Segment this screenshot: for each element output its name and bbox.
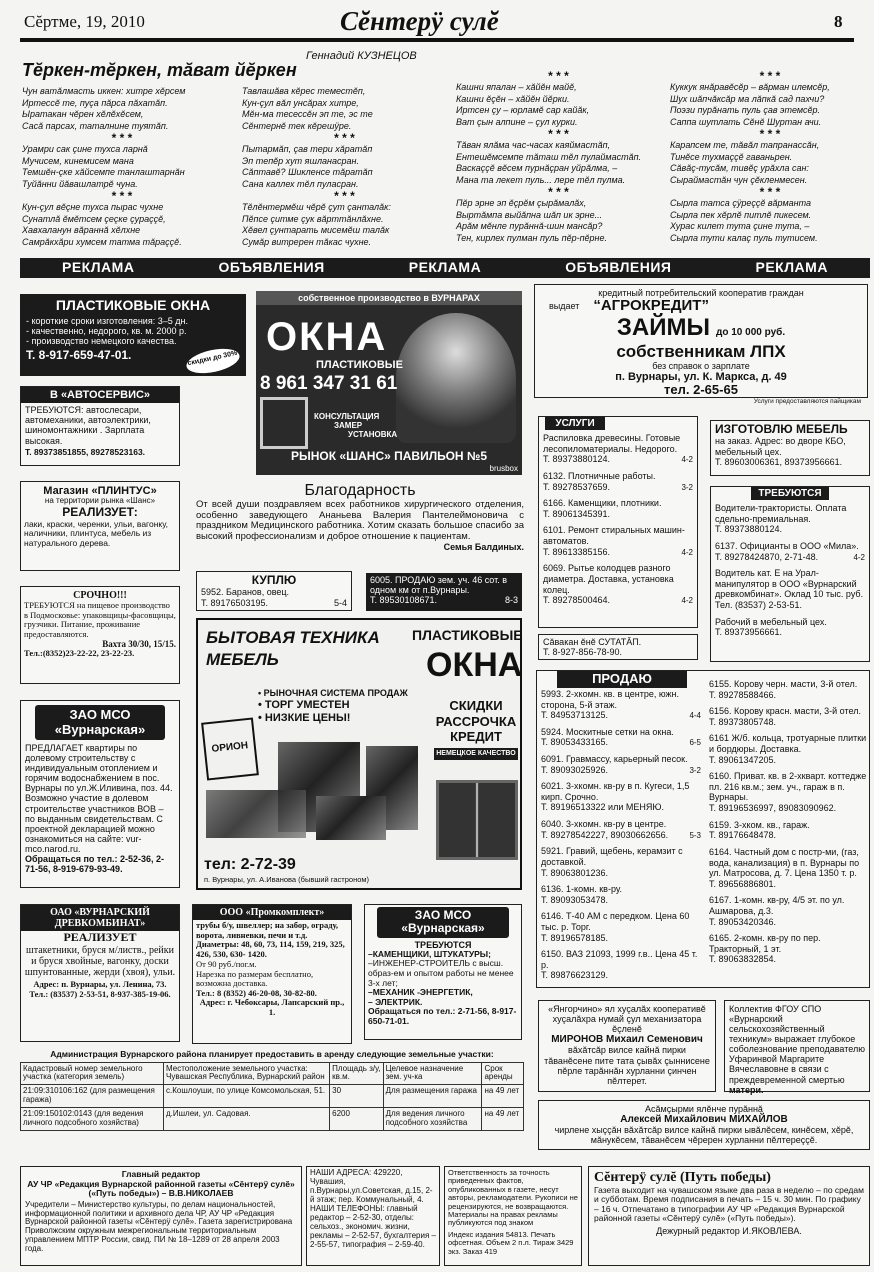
ad-line: выдает [549,301,580,312]
thanks-note [196,482,524,566]
ad-autoservice [20,386,180,466]
ad-text: Нарезка по размерам бесплатно, возможна доставка. [196,968,314,989]
item-text: 6161 Ж/б. кольца, тротуарные плитки и бордюры. Доставка. [709,733,867,755]
ad-phone: Т. 89373851855, 89278523163. [25,446,146,457]
ad-cow-sale [538,634,698,660]
ad-phone: Обращаться по тел.: 2-52-36, 2-71-56, 8-919-679-93-49. [25,853,165,875]
column-header: Целевое назначение зем. уч-ка [383,1062,482,1085]
item-text: 6165. 2-комн. кв-ру по пер. Тракторный, 1 эт. [709,933,821,954]
ad-big-word: ОКНА [426,646,523,684]
section-title: ПРОДАЮ [557,671,687,688]
ad-price: От 90 руб./пог.м. [196,959,257,970]
item-text: 6155. Корову черн. масти, 3-й отел. [709,679,858,689]
stanza-separator: * * * [759,127,781,142]
column-header: Кадастровый номер земельного участка (категория земель) [21,1062,164,1085]
ad-big-word: ОКНА [266,315,388,359]
item-phone: Т. 89053420346. [709,916,777,927]
section-title: ТРЕБУЮТСЯ [751,487,829,500]
item-text: 6101. Ремонт стиральных машин-автоматов. [543,525,685,547]
ad-text: 6005. ПРОДАЮ зем. уч. 46 сот. в одном км от п.Вурнары. [370,575,508,596]
stanza-separator: * * * [548,69,569,83]
note-signature: Семья Балдиных. [443,542,524,553]
window-photo [436,780,518,860]
item-phone: Т. 89196513322 или МЕНЯЮ. [541,802,664,813]
item-phone: Т. 89196536997, 89083090962. [709,803,837,814]
notice-heading: Администрация Вурнарского района планирует предоставить в аренду следующие земельные участки: [50,1049,494,1059]
ad-line: - короткие сроки изготовления: 3–5 дн. [26,315,188,326]
condolence-text: Коллектив ФГОУ СПО «Вурнарский сельскохозяйственный техникум» выражает глубокое соболезнование преподавателю Уфаринвой Маргарите Вячеславовне в связи с преждевременной смертью [729,1004,865,1085]
job-line: – ЭЛЕКТРИК. [368,996,423,1007]
addresses: НАШИ АДРЕСА: 429220, Чувашия, п.Вурнары,ул.Советская, д.15, 2-й этаж; пер. Коммунальный, 4. [310,1168,433,1204]
ad-code: 5-4 [333,597,347,608]
item-text: Распиловка древесины. Готовые лесопиломатериалы. Недорого. [543,433,681,454]
ad-title: БЫТОВАЯ ТЕХНИКА [206,628,380,647]
item-phone: Т. 89063832854. [709,954,777,965]
obituary-text: Асăмçырми ялĕнче пурăннă [645,1104,763,1114]
item-phone: Т. 89373880124. [543,454,611,465]
stanza-separator: * * * [759,69,781,83]
editor-label: Главный редактор [121,1169,201,1179]
item-text: Водители-трактористы. Оплата сдельно-премиальная. [715,503,847,524]
ad-sell-land [366,573,522,611]
item-text: 6160. Приват. кв. в 2-хкварт. коттедже пл. 216 кв.м.; зем. уч., гараж в п. Вурнары. [709,771,867,803]
ad-text: трубы б/у, швеллер; на забор, ограду, ворота, ливневки, печи и т.д. Диаметры: 48, 60, 73, 114, 159, 219, 325, 426, 530, 630- 1420. [196,920,345,959]
table-cell: Для ведения личного подсобного хозяйства [383,1108,482,1131]
ad-title: ЗАО МСО «Вурнарская» [377,907,509,938]
ad-heading: ТРЕБУЮТСЯ [414,939,472,950]
ad-brand: “АГРОКРЕДИТ” [593,297,709,315]
stanza: Тăван ялăма час-часах каяймастăп, Ентешĕмсемпе тăташ тĕл пулаймастăп. Васкаççĕ вĕсем пурнăçран уйрăлма, – Мана та лекет пуль... лере тĕл пулма. [456,140,642,185]
list-item [541,884,701,905]
ad-text: ПРЕДЛАГАЕТ квартиры по долевому строительству с индивидуальным отоплением и горячим водоснабжением в пос. Вурнары по ул.Ж.Иливина, поз. 44. Возможно участие в долевом строительстве участников ВОВ – по выданным свидетельствам. С проектной декларацией можно ознакомиться на сайте: vur-mco.narod.ru. [25,743,173,854]
table-cell: 30 [330,1085,383,1108]
item-phone: Т. 89278500464. [543,595,611,606]
ad-phone: Обращаться по тел.: 2-71-56, 8-917-650-71-01. [368,1006,517,1026]
obituary-mironov [538,1000,716,1092]
bullet: • РЫНОЧНАЯ СИСТЕМА ПРОДАЖ [258,688,408,698]
table-cell: на 49 лет [482,1085,524,1108]
obituary-text: чирлене хыççăн вăхăтсăр вилсе кайнă пирки ывăлĕсем, кинĕсем, хĕрĕ, мăнукĕсем, тăванĕсем чĕререн хурланни пĕлтереççĕ. [554,1125,854,1146]
table-cell: Для размещения гаража [383,1085,482,1108]
list-item [715,568,865,610]
list-item [541,819,701,840]
appliances-photo [316,796,386,840]
ad-offers [434,698,518,760]
band-label: ОБЪЯВЛЕНИЯ [218,259,325,276]
table-cell: на 49 лет [482,1108,524,1131]
ad-agrokredit [534,284,868,405]
obituary-name: Алексей Михайлович МИХАЙЛОВ [620,1114,788,1126]
ad-text: Сăвакан ĕнĕ СУТАТĂП. [543,637,642,647]
ad-title: ОАО «ВУРНАРСКИЙ ДРЕВКОМБИНАТ» [21,905,179,931]
footer-editor [20,1166,302,1266]
item-text: 5924. Москитные сетки на окна. [541,726,674,737]
stanza-separator: * * * [334,131,355,146]
list-item [543,471,693,492]
ad-phone: Т. 89530108671. [370,595,438,606]
item-code: 3-2 [681,482,693,492]
item-text: 6021. 3-хкомн. кв-ру в п. Кугеси, 1,5 кирп. Срочно. [541,781,690,802]
condolence-bold: матери. [729,1084,764,1095]
ad-footnote: Услуги предоставляются пайщикам [753,397,861,405]
ad-text: ТРЕБУЮТСЯ на пищевое производство в Подмосковье: упаковщицы-фасовщицы, грузчики. Питание, проживание предоставляются. [24,600,176,639]
ad-phone: Тел.: 8 (8352) 46-20-08, 30-82-80. [196,987,317,998]
list-item [715,541,865,562]
list-item [541,781,701,813]
jobs-column [710,486,870,662]
founders-text: Учредители – Министерство культуры, по делам национальностей, информационной политики и архивного дела ЧР, АУ ЧР «Редакция Вурнарской районной газеты «Сĕнтерÿ сулĕ». Газета зарегистрирована Приволжским окружным межрегиональным территориальным управлением МПТР России, свид. ПИ № 18–1289 от 28 апреля 2003 года. [25,1199,293,1254]
item-text: 6136. 1-комн. кв-ру. [541,884,622,895]
ad-title: В «АВТОСЕРВИС» [21,387,179,403]
stanza: Чун ватăлмасть иккен: хитре хĕрсем Иртессĕ те, пуçа пăрса пăхатăп. Ыратакан чĕрен хĕлĕхĕсем, Сасă парсах, таталнине туятăп. [22,86,186,131]
list-item [709,679,867,700]
ad-phone: тел. 2-65-65 [664,382,738,398]
poem-column-2 [242,86,447,256]
ad-buy [196,571,352,611]
stanza: Кун-çул вĕçне тухса пырас чухне Сунатлă ĕмĕтсем çеçке çураççĕ, Хавхаланун вăраннă хĕлхне Самрăкхăри хумсем татма тăраççĕ. [22,202,182,247]
header-rule [20,38,854,42]
ad-title: МЕБЕЛЬ [206,650,279,669]
ad-mso-apartments [20,700,180,888]
item-phone: Т. 89196578185. [541,932,609,943]
ad-title: КУПЛЮ [251,573,297,587]
sale-section [536,670,870,988]
band-label: РЕКЛАМА [62,259,135,276]
job-line: –ИНЖЕНЕР-СТРОИТЕЛЬ с высш. образ-ем и опытом работы не менее 3-х лет; [368,958,514,988]
item-text: Водитель кат. Е на Урал-манипулятор в ООО «Вурнарский древкомбинат». Оклад 10 тыс. руб. [715,568,864,600]
bed-photo [206,790,306,838]
table-header-row [21,1062,524,1085]
service: УСТАНОВКА [348,429,398,439]
ad-title: СРОЧНО!!! [73,590,127,601]
item-phone: Т. 89278424870, 2-71-48. [715,551,819,562]
sale-left-column [541,689,701,987]
item-phone: Т. 89053433165. [541,737,609,748]
ad-phone: Т. 8-927-856-78-90. [543,647,623,658]
ad-text: лаки, краски, черенки, ульи, вагонку, наличники, плинтуса, мебель из натурального дерева. [24,518,168,548]
quality-badge: НЕМЕЦКОЕ КАЧЕСТВО [434,748,518,760]
list-item [715,503,865,535]
ad-code: 8-3 [504,595,518,606]
ad-line: - производство немецкого качества. [26,335,177,346]
item-text: 6164. Частный дом с постр-ми, (газ, вода, канализация) в п. Вурнары по ул. Матросова, д. 7. Цена 1350 т. р. [709,846,860,879]
item-text: 6137. Официанты в ООО «Мила». [715,541,859,552]
poem-column-4 [670,70,870,256]
ad-phone: тел: 2-72-39 [204,856,296,873]
ad-text: 5952. Баранов, овец. [201,587,290,598]
poem-author: Геннадий КУЗНЕЦОВ [306,50,417,62]
ad-text: штакетники, бруся м/листв., рейки и бруся хвойные, вагонку, доски шпунтованные, жерди (хвоя), ульи. [24,944,176,979]
ad-address: Адрес: г. Чебоксары, Лапсарский пр., 1. [199,997,345,1017]
item-code: 5-3 [689,830,701,840]
ad-phone: Т. 89603006361, 89373956661. [715,456,843,467]
item-phone: Т. 89061345391. [543,508,611,519]
ad-sub: на территории рынка «Шанс» [44,496,156,506]
stanza: Кашни япалан – хăйĕн майĕ, Кашни ĕçĕн – хăйĕн йĕрки. Иртсен çу – юрламĕ сар кайăк, Ват çын алпине – çул курки. [456,82,590,127]
item-phone: Т. 89093025926. [541,764,609,775]
ad-line: Вахта 30/30, 15/15. [102,639,176,650]
stanza: Пĕр эрне эп ĕçрĕм çырăмалăх, Выртăмпа выйăпна шăп ик эрне... Арăм мĕнле пурăннă-шин мансăр? Тен, кирлех пулман пуль пĕр-пĕрне. [456,198,608,243]
item-phone: Т. 84953713125. [541,710,609,721]
item-phone: Т. 89373805748. [709,716,777,727]
section-title: УСЛУГИ [545,417,605,430]
issue-date: Сĕртме, 19, 2010 [24,12,145,31]
duty-editor: Дежурный редактор И.ЯКОВЛЕВА. [656,1225,802,1236]
item-code: 6-5 [689,738,701,748]
item-phone: Т. 89373956661. [715,627,783,638]
item-phone: Т. 89278588466. [709,689,777,700]
ad-title: ИЗГОТОВЛЮ МЕБЕЛЬ [715,422,848,436]
list-item [541,689,701,721]
ad-title: ПЛАСТИКОВЫЕ [412,627,523,643]
stanza: Тĕлĕнтермĕш чĕрĕ çут çанталăк: Пĕпсе çитме çук вăрттăнлăхне. Хĕвел çунтарать мисемĕш талăк Сумăр витререн тăкас чухне. [242,202,391,247]
ad-phone: Т. 8-917-659-47-01. [26,347,132,362]
ad-okna-brusbox [256,291,522,475]
item-phone: Т. 89176648478. [709,830,777,841]
item-phone: Т. 89613385156. [543,546,611,557]
table-cell: 21:09:150102:0143 (для ведения личного подсобного хозяйства) [21,1108,164,1131]
item-phone: Т. 89278542227, 89030662656. [541,829,669,840]
service: КОНСУЛЬТАЦИЯ [314,412,380,421]
offer: СКИДКИ [449,698,503,713]
ad-big-word: ЗАЙМЫ [616,313,710,341]
condolence-college [724,1000,870,1095]
newspaper-title: Сĕнтерÿ сулĕ [340,6,499,36]
ad-heading: РЕАЛИЗУЕТ [63,930,137,945]
ad-heading: РЕАЛИЗУЕТ: [62,505,138,520]
list-item [543,433,693,465]
list-item [541,949,701,981]
list-item [541,727,701,748]
job-line: –МЕХАНИК -ЭНЕРГЕТИК, [368,987,473,998]
ad-amount: до 10 000 руб. [716,326,786,338]
obituary-text: вăхăтсăр вилсе кайнă пирки тăванĕсене пите тата çывăх çыннисене пĕрле тарăннăн хурланни çинчен пĕлтерет. [544,1045,710,1086]
band-label: ОБЪЯВЛЕНИЯ [565,259,672,276]
section-band [20,258,870,278]
ad-phone: 8 961 347 31 61 [260,373,398,394]
offer: РАССРОЧКА [435,713,517,729]
page-number: 8 [834,12,843,31]
bullet: • ТОРГ УМЕСТЕН [258,698,350,711]
item-code: 4-2 [681,547,693,557]
table-cell: 21:09:310106:162 (для размещения гаража) [21,1085,164,1108]
list-item [543,563,693,605]
item-phone: Т. 89061347205. [709,754,777,765]
item-text: 6132. Плотничные работы. [543,471,656,482]
ad-bullets [258,688,408,725]
newspaper-name: Сĕнтерÿ сулĕ (Путь победы) [594,1170,771,1185]
discount-badge: скидки до 30% [184,345,241,378]
list-item [709,706,867,727]
item-phone: Т. 89063801236. [541,867,609,878]
ad-title: ПЛАСТИКОВЫЕ ОКНА [55,297,211,313]
list-item [541,911,701,943]
item-phone: Тел. (83537) 2-53-51. [715,600,802,611]
list-item [541,754,701,775]
item-phone: Т. 89656886801. [709,878,777,889]
sale-right-column [709,679,867,971]
footer-newspaper-info [588,1166,870,1266]
item-text: 6150. ВАЗ 21093, 1999 г.в.. Цена 45 т. р. [541,949,698,970]
ad-market: РЫНОК «ШАНС» ПАВИЛЬОН №5 [290,448,487,463]
list-item [709,895,867,927]
stanza: Карапсем те, тăвăл тапранассăн, Тинĕсе тухмаççĕ гаваньрен. Сăвăç-тусăм, тивĕç урăхла сан: Сыраймастăн чун çĕкленмесен. [670,140,820,185]
stanza-separator: * * * [111,189,133,204]
service: ЗАМЕР [334,420,363,430]
ad-target: собственникам ЛПХ [616,341,786,361]
obituary-text: «Янгорчино» ял хуçалăх кооперативĕ хуçалăхра нумай çул механизатора ĕçленĕ [548,1004,706,1035]
footer-responsibility [444,1166,582,1266]
ad-title: ООО «Промкомплект» [193,905,351,920]
ad-furniture [710,420,870,476]
column-header: Срок аренды [482,1062,524,1085]
ad-plintus [20,481,180,571]
list-item [715,617,865,638]
stanza-separator: * * * [334,189,355,204]
list-item [709,733,867,765]
ad-orion-store [196,618,522,890]
orion-logo: ОРИОН [201,717,259,780]
item-text: 6040. 3-хкомн. кв-ру в центре. [541,819,667,830]
land-lease-notice [20,1050,524,1162]
list-item [543,498,693,519]
list-item [709,820,867,841]
table-cell: д.Ишлеи, ул. Садовая. [164,1108,330,1131]
services-column [538,416,698,628]
stanza-separator: * * * [759,185,781,200]
list-item [543,525,693,557]
band-label: РЕКЛАМА [408,259,482,276]
column-header: Площадь з/у, кв.м. [330,1062,383,1085]
table-row [21,1108,524,1131]
item-phone: Т. 89373880124. [715,524,783,535]
item-phone: Т. 89093053478. [541,894,609,905]
woman-photo [396,313,516,443]
item-text: 6091. Гравмассу, карьерный песок. [541,754,688,765]
ad-text: на заказ. Адрес: во дворе КБО, мебельный цех. [715,436,846,457]
item-code: 4-2 [681,596,693,606]
item-code: 4-2 [681,455,693,465]
ad-line: кредитный потребительский кооператив граждан [598,288,804,298]
window-frame-icon [260,397,308,449]
list-item [541,846,701,878]
obituary-name: МИРОНОВ Михаил Семенович [551,1034,703,1046]
ad-phone: Т. 89176503195. [201,597,269,608]
ad-promkomplekt [192,904,352,1044]
item-text: 5993. 2-хкомн. кв. в центре, южн. сторона, 5-й этаж. [541,689,680,710]
ad-line: без справок о зарплате [652,360,750,371]
obituary-mikhailov [538,1100,870,1150]
brand-logo: brusbox [489,464,518,474]
stanza-separator: * * * [111,131,133,146]
land-table [20,1062,524,1132]
poem-title: Тĕркен-тĕркен, тăват йĕркен [22,60,297,80]
bullet: • НИЗКИЕ ЦЕНЫ! [258,711,351,724]
ad-title: ЗАО МСО «Вурнарская» [35,705,165,740]
stanza-separator: * * * [548,127,569,142]
band-label: РЕКЛАМА [755,259,828,276]
responsibility-text: Ответственность за точность приведенных фактов, опубликованных в газете, несут авторы, рекламодатели. Рукописи не рецензируются, не возвращаются. Материалы на правах рекламы публикуются под знаком [448,1168,578,1228]
ad-services [314,413,397,439]
item-text: 6159. 3-хком. кв., гараж. [709,819,810,830]
item-code: 3-2 [689,765,701,775]
footer-contacts [306,1166,440,1266]
stanza: Сырла татса çÿреççĕ вăрманта Сырла пек хĕрлĕ питлĕ пикесем. Хурас килет тута çине тута, – Сырла тути калаç пуль тутисем. [670,198,818,243]
job-line: –КАМЕНЩИКИ, ШТУКАТУРЫ; [368,948,491,959]
table-row [21,1085,524,1108]
column-header: Местоположение земельного участка: Чувашская Республика, Вурнарский район [164,1062,330,1085]
item-code: 4-2 [853,552,865,562]
stanza: Урамри сак çине тухса ларнă Мучисем, кинемисем мана Темшĕн-çке хăйсемпе танлаштарнăн Туйăнни йăвашлатрĕ чуна. [22,144,185,189]
poem-column-1 [22,86,222,256]
ad-text: ТРЕБУЮТСЯ: автослесари, автомеханики, автоэлектрики, шиномонтажники . Зарплата высокая. [25,405,151,446]
item-text: 6166. Каменщики, плотники. [543,498,662,509]
ad-drevkombinat [20,904,180,1042]
offer: КРЕДИТ [450,729,502,745]
ad-address: п. Вурнары, ул. К. Маркса, д. 49 [615,370,787,383]
ad-mso-jobs [364,904,522,1040]
item-phone: Т. 89278537659. [543,481,611,492]
stanza: Пытармăп, çав тери хăратăп Эп тепĕр хут яшланасран. Сăптавĕ? Шикленсе тăратăп Сана каллех тĕл пуласран. [242,144,373,189]
ad-sub: ПЛАСТИКОВЫЕ [316,359,403,371]
table-cell: 6200 [330,1108,383,1131]
item-text: 6156. Корову красн. масти, 3-й отел. [709,706,861,717]
item-code: 4-4 [689,711,701,721]
table-cell: с.Кошлоуши, по улице Комсомольская, 51. [164,1085,330,1108]
item-text: 6167. 1-комн. кв-ру, 4/5 эт. по ул. Ашмарова, д.3. [709,895,845,916]
item-text: 5921. Гравий, щебень, керамзит с доставкой. [541,846,683,867]
ad-phone: Тел.:(8352)23-22-22, 23-22-23. [24,648,135,659]
stanza: Куккук янăравĕсĕр – вăрман илемсĕр, Шух шăпчăксăр ма лăпкă сад пахчи? Поэзи пурăнать пуль çав этемсĕр. Саппа шутлать Сĕнĕ Шуртан ачи. [670,82,830,127]
note-text: От всей души поздравляем всех работников хирургического отделения, особенно заведующего Ананьева Валерия Пантелеймоновича с праздником Медицинского работника. Хотим сказать большое спасибо за высокий профессионализм и доброе отношение к пациентам. [196,498,524,542]
phones: НАШИ ТЕЛЕФОНЫ: главный редактор – 2-52-30, отделы: сельхоз., экономич. жизни, рекламы – 2-52-57, бухгалтерия – 2-55-57, типография – 2-59-40. [310,1203,436,1249]
ad-line: - качественно, недорого, кв. м. 2000 р. [26,325,187,336]
ad-urgent [20,586,180,684]
item-text: 6069. Рытье колодцев разного диаметра. Доставка, установка колец. [543,563,674,595]
item-text: Рабочий в мебельный цех. [715,616,827,627]
ad-top-line: собственное производство в ВУРНАРАХ [256,291,522,305]
list-item [709,933,867,965]
editor-text: АУ ЧР «Редакция Вурнарской районной газеты «Сĕнтерÿ сулĕ» («Путь победы») – В.В.НИКОЛАЕВ [27,1178,295,1199]
list-item [709,771,867,813]
print-info: Индекс издания 54813. Печать офсетная. Объем 2 п.л. Тираж 3429 экз. Заказ 419 [448,1229,574,1256]
item-text: 6146. Т-40 АМ с передком. Цена 60 тыс. р. Торг. [541,911,690,932]
stanza-separator: * * * [548,185,569,200]
item-phone: Т. 89876623129. [541,970,609,981]
ad-address: Адрес: п. Вурнары, ул. Ленина, 73. Тел.: (83537) 2-53-51, 8-937-385-19-06. [29,979,171,999]
ad-title: Магазин «ПЛИНТУС» [43,485,157,497]
ad-plastic-windows [20,294,246,376]
stanza: Тавлашăва кĕрес теместĕп, Кун-çул вăл унсăрах хитре, Мĕн-ма тесессĕн эп те, эс те Сĕнтернĕ тек кĕрешÿре. [242,86,373,131]
list-item [709,847,867,889]
note-title: Благодарность [304,482,416,499]
ad-address: п. Вурнары, ул. А.Иванова (бывший гастроном) [204,875,370,884]
schedule-text: Газета выходит на чувашском языке два раза в неделю – по средам и субботам. Время подписания в печать – 15 ч. 30 мин. По графику – 16 ч. Отпечатано в типографии АУ ЧР «Редакция Вурнарской районной газеты «Сĕнтерÿ сулĕ» («Путь победы»). [594,1184,864,1224]
poem-column-3 [456,70,661,256]
